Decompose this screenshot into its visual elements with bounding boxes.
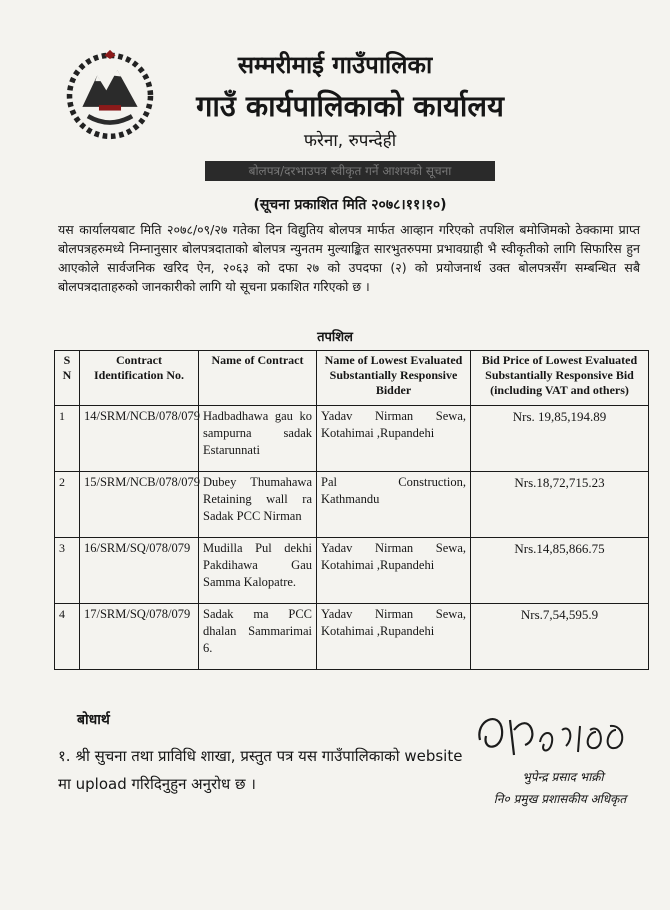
notice-body: यस कार्यालयबाट मिति २०७८/०९/२७ गतेका दिन विद्युतिय बोलपत्र मार्फत आव्हान गरिएको तपशिल बमोजिमको ठेक्कामा प्राप्त बोलपत्रहरुमध्ये निम्नानुसार बोलपत्रदाताको बोलपत्र न्युनतम मुल्याङ्कित सारभुतरुपमा प्रभावग्राही भै स्वीकृतीको लागि सिफारिस हुन आएकोले सार्वजनिक खरिद ऐन, २०६३ को दफा २७ को उपदफा (२) को प्रयोजनार्थ उक्त बोलपत्रसँग सम्बन्धित सबै बोलपत्रदाताहरुको जानकारीको लागि यो सूचना प्रकाशित गरिएको छ । [58, 222, 640, 294]
office-address: फरेना, रुपन्देही [303, 131, 397, 151]
office-name: गाउँ कार्यपालिकाको कार्यालय [196, 89, 504, 123]
row-bidder: Yadav Nirman Sewa, Kotahimai ,Rupandehi [317, 538, 471, 604]
section-title: तपशिल [317, 330, 353, 345]
row-bid-price: Nrs.7,54,595.9 [471, 604, 649, 670]
row-sn: 1 [55, 406, 80, 472]
table-row [55, 604, 649, 670]
header-contract-id: Contract Identification No. [80, 351, 199, 406]
row-contract-id: 15/SRM/NCB/078/079 [80, 472, 199, 538]
row-sn: 3 [55, 538, 80, 604]
row-sn: 4 [55, 604, 80, 670]
table-row [55, 472, 649, 538]
row-contract-name: Sadak ma PCC dhalan Sammarimai 6. [199, 604, 317, 670]
government-emblem-icon [64, 48, 156, 140]
row-bidder: Yadav Nirman Sewa, Kotahimai ,Rupandehi [317, 604, 471, 670]
header-contract-name: Name of Contract [199, 351, 317, 406]
table-header-row [55, 351, 649, 406]
row-contract-name: Hadbadhawa gau ko sampurna sadak Estarunnati [199, 406, 317, 472]
row-contract-name: Mudilla Pul dekhi Pakdihawa Gau Samma Kalopatre. [199, 538, 317, 604]
row-contract-name: Dubey Thumahawa Retaining wall ra Sadak PCC Nirman [199, 472, 317, 538]
handwritten-signature-icon [470, 700, 640, 770]
header-bidder: Name of Lowest Evaluated Substantially Responsive Bidder [317, 351, 471, 406]
row-bid-price: Nrs.18,72,715.23 [471, 472, 649, 538]
row-bid-price: Nrs. 19,85,194.89 [471, 406, 649, 472]
row-contract-id: 14/SRM/NCB/078/079 [80, 406, 199, 472]
cc-item: १. श्री सुचना तथा प्राविधि शाखा, प्रस्तुत पत्र यस गाउँपालिकाको website मा upload गरिदिनुहुन अनुरोध छ । [58, 747, 463, 793]
row-contract-id: 16/SRM/SQ/078/079 [80, 538, 199, 604]
table-row [55, 406, 649, 472]
notice-date: (सूचना प्रकाशित मिति २०७८।११।१०) [253, 197, 447, 213]
contracts-table [54, 350, 649, 670]
cc-title: बोधार्थ [77, 712, 110, 728]
row-bidder: Pal Construction, Kathmandu [317, 472, 471, 538]
row-bidder: Yadav Nirman Sewa, Kotahimai ,Rupandehi [317, 406, 471, 472]
municipality-name: सम्मरीमाई गाउँपालिका [237, 51, 433, 79]
signatory-title: नि० प्रमुख प्रशासकीय अधिकृत [493, 792, 627, 806]
header-sn: S N [55, 351, 80, 406]
row-sn: 2 [55, 472, 80, 538]
notice-banner: बोलपत्र/दरभाउपत्र स्वीकृत गर्ने आशयको सूचना [205, 161, 495, 181]
table-row [55, 538, 649, 604]
header-bid-price: Bid Price of Lowest Evaluated Substantially Responsive Bid (including VAT and others) [471, 351, 649, 406]
signatory-name: भुपेन्द्र प्रसाद भाक्री [522, 770, 604, 784]
row-bid-price: Nrs.14,85,866.75 [471, 538, 649, 604]
row-contract-id: 17/SRM/SQ/078/079 [80, 604, 199, 670]
